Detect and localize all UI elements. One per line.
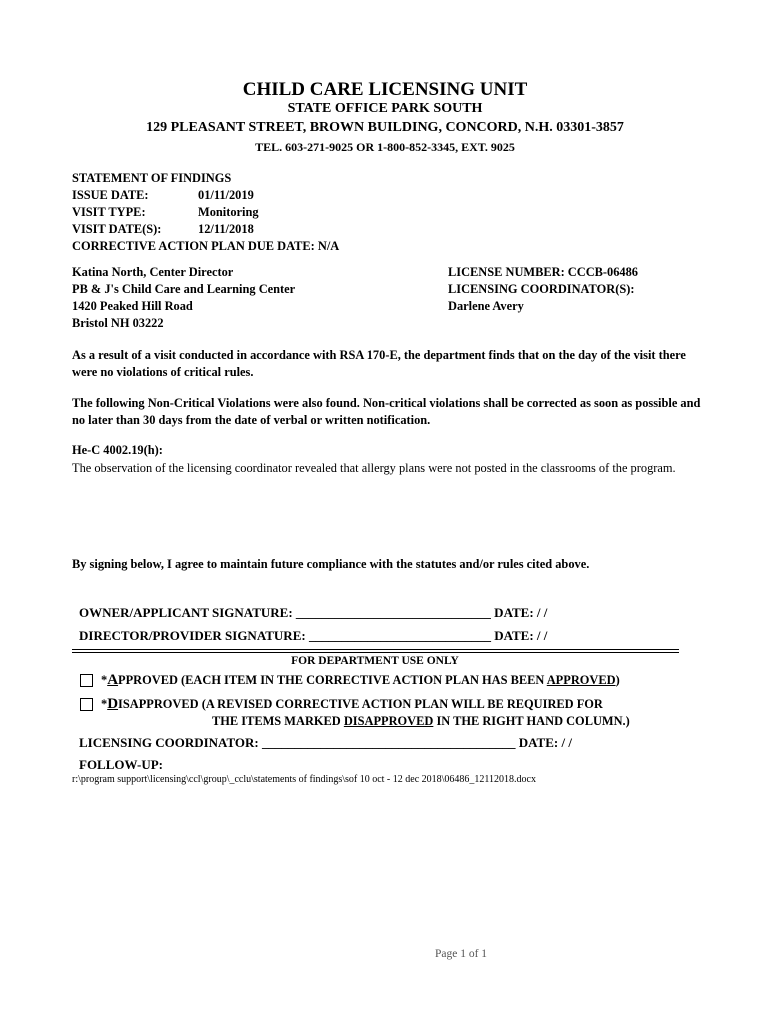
finding-paragraph-critical: As a result of a visit conducted in accordance with RSA 170-E, the department finds that on the day of the visit there were no violations of critical rules. — [72, 348, 686, 379]
licensing-coordinator-name: Darlene Avery — [448, 299, 524, 313]
follow-up-label: FOLLOW-UP: — [79, 757, 164, 772]
rule-observation: The observation of the licensing coordinator revealed that allergy plans were not posted in the classrooms of the program. — [72, 461, 676, 475]
recipient-city: Bristol NH 03222 — [72, 316, 164, 330]
disapproved-option — [101, 696, 603, 713]
department-divider — [72, 649, 679, 653]
disapproved-text: ISAPPROVED (A REVISED CORRECTIVE ACTION PLAN WILL BE REQUIRED FOR — [118, 697, 603, 711]
issue-date-value: 01/11/2019 — [198, 188, 254, 202]
director-signature-line[interactable]: DIRECTOR/PROVIDER SIGNATURE: ____________________________ DATE: / / — [79, 628, 548, 643]
recipient-center: PB & J's Child Care and Learning Center — [72, 282, 296, 296]
approved-checkbox[interactable] — [80, 674, 93, 687]
office-address: 129 PLEASANT STREET, BROWN BUILDING, CONCORD, N.H. 03301-3857 — [146, 120, 624, 135]
office-phone: TEL. 603-271-9025 OR 1-800-852-3345, EXT. 9025 — [255, 140, 515, 154]
disapproved-initial: D — [107, 696, 119, 712]
approved-initial: A — [107, 672, 119, 688]
disapproved-line2-pre: THE ITEMS MARKED — [212, 714, 344, 728]
department-use-heading: FOR DEPARTMENT USE ONLY — [291, 655, 459, 667]
license-number: LICENSE NUMBER: CCCB-06486 — [448, 265, 639, 279]
disapproved-prefix: * — [101, 697, 108, 711]
visit-type-value: Monitoring — [198, 205, 259, 219]
page-number: Page 1 of 1 — [434, 948, 488, 960]
licensing-coordinator-signature-line[interactable]: LICENSING COORDINATOR: _______________________________________ DATE: / / — [79, 735, 572, 750]
licensing-coordinator-label: LICENSING COORDINATOR(S): — [448, 282, 635, 296]
rule-citation: He-C 4002.19(h): — [72, 443, 163, 457]
approved-underlined: APPROVED — [546, 673, 616, 687]
disapproved-option-line2 — [212, 714, 630, 729]
visit-dates-value: 12/11/2018 — [198, 222, 254, 236]
disapproved-checkbox[interactable] — [80, 698, 93, 711]
statement-heading: STATEMENT OF FINDINGS — [72, 171, 232, 185]
file-path: r:\program support\licensing\ccl\group\_cclu\statements of findings\sof 10 oct - 12 dec 2018\06486_12112018.docx — [72, 774, 536, 785]
issue-date-label: ISSUE DATE: — [72, 188, 149, 202]
disapproved-line2-post: IN THE RIGHT HAND COLUMN.) — [433, 714, 630, 728]
approved-prefix: * — [101, 673, 108, 687]
visit-type-label: VISIT TYPE: — [72, 205, 146, 219]
recipient-street: 1420 Peaked Hill Road — [72, 299, 193, 313]
office-name: STATE OFFICE PARK SOUTH — [287, 101, 483, 116]
approved-close: ) — [615, 673, 620, 687]
owner-signature-line[interactable]: OWNER/APPLICANT SIGNATURE: ______________________________ DATE: / / — [79, 605, 548, 620]
approved-option — [101, 672, 620, 689]
document-title: CHILD CARE LICENSING UNIT — [242, 79, 528, 100]
disapproved-underlined: DISAPPROVED — [343, 714, 434, 728]
compliance-agreement: By signing below, I agree to maintain future compliance with the statutes and/or rules cited above. — [72, 557, 590, 571]
visit-dates-label: VISIT DATE(S): — [72, 222, 162, 236]
finding-paragraph-noncritical: The following Non-Critical Violations were also found. Non-critical violations shall be corrected as soon as possible and no later than 30 days from the date of verbal or written notification. — [72, 396, 701, 427]
approved-text: PPROVED (EACH ITEM IN THE CORRECTIVE ACTION PLAN HAS BEEN — [118, 673, 547, 687]
cap-due-date: CORRECTIVE ACTION PLAN DUE DATE: N/A — [72, 239, 340, 253]
recipient-name: Katina North, Center Director — [72, 265, 234, 279]
